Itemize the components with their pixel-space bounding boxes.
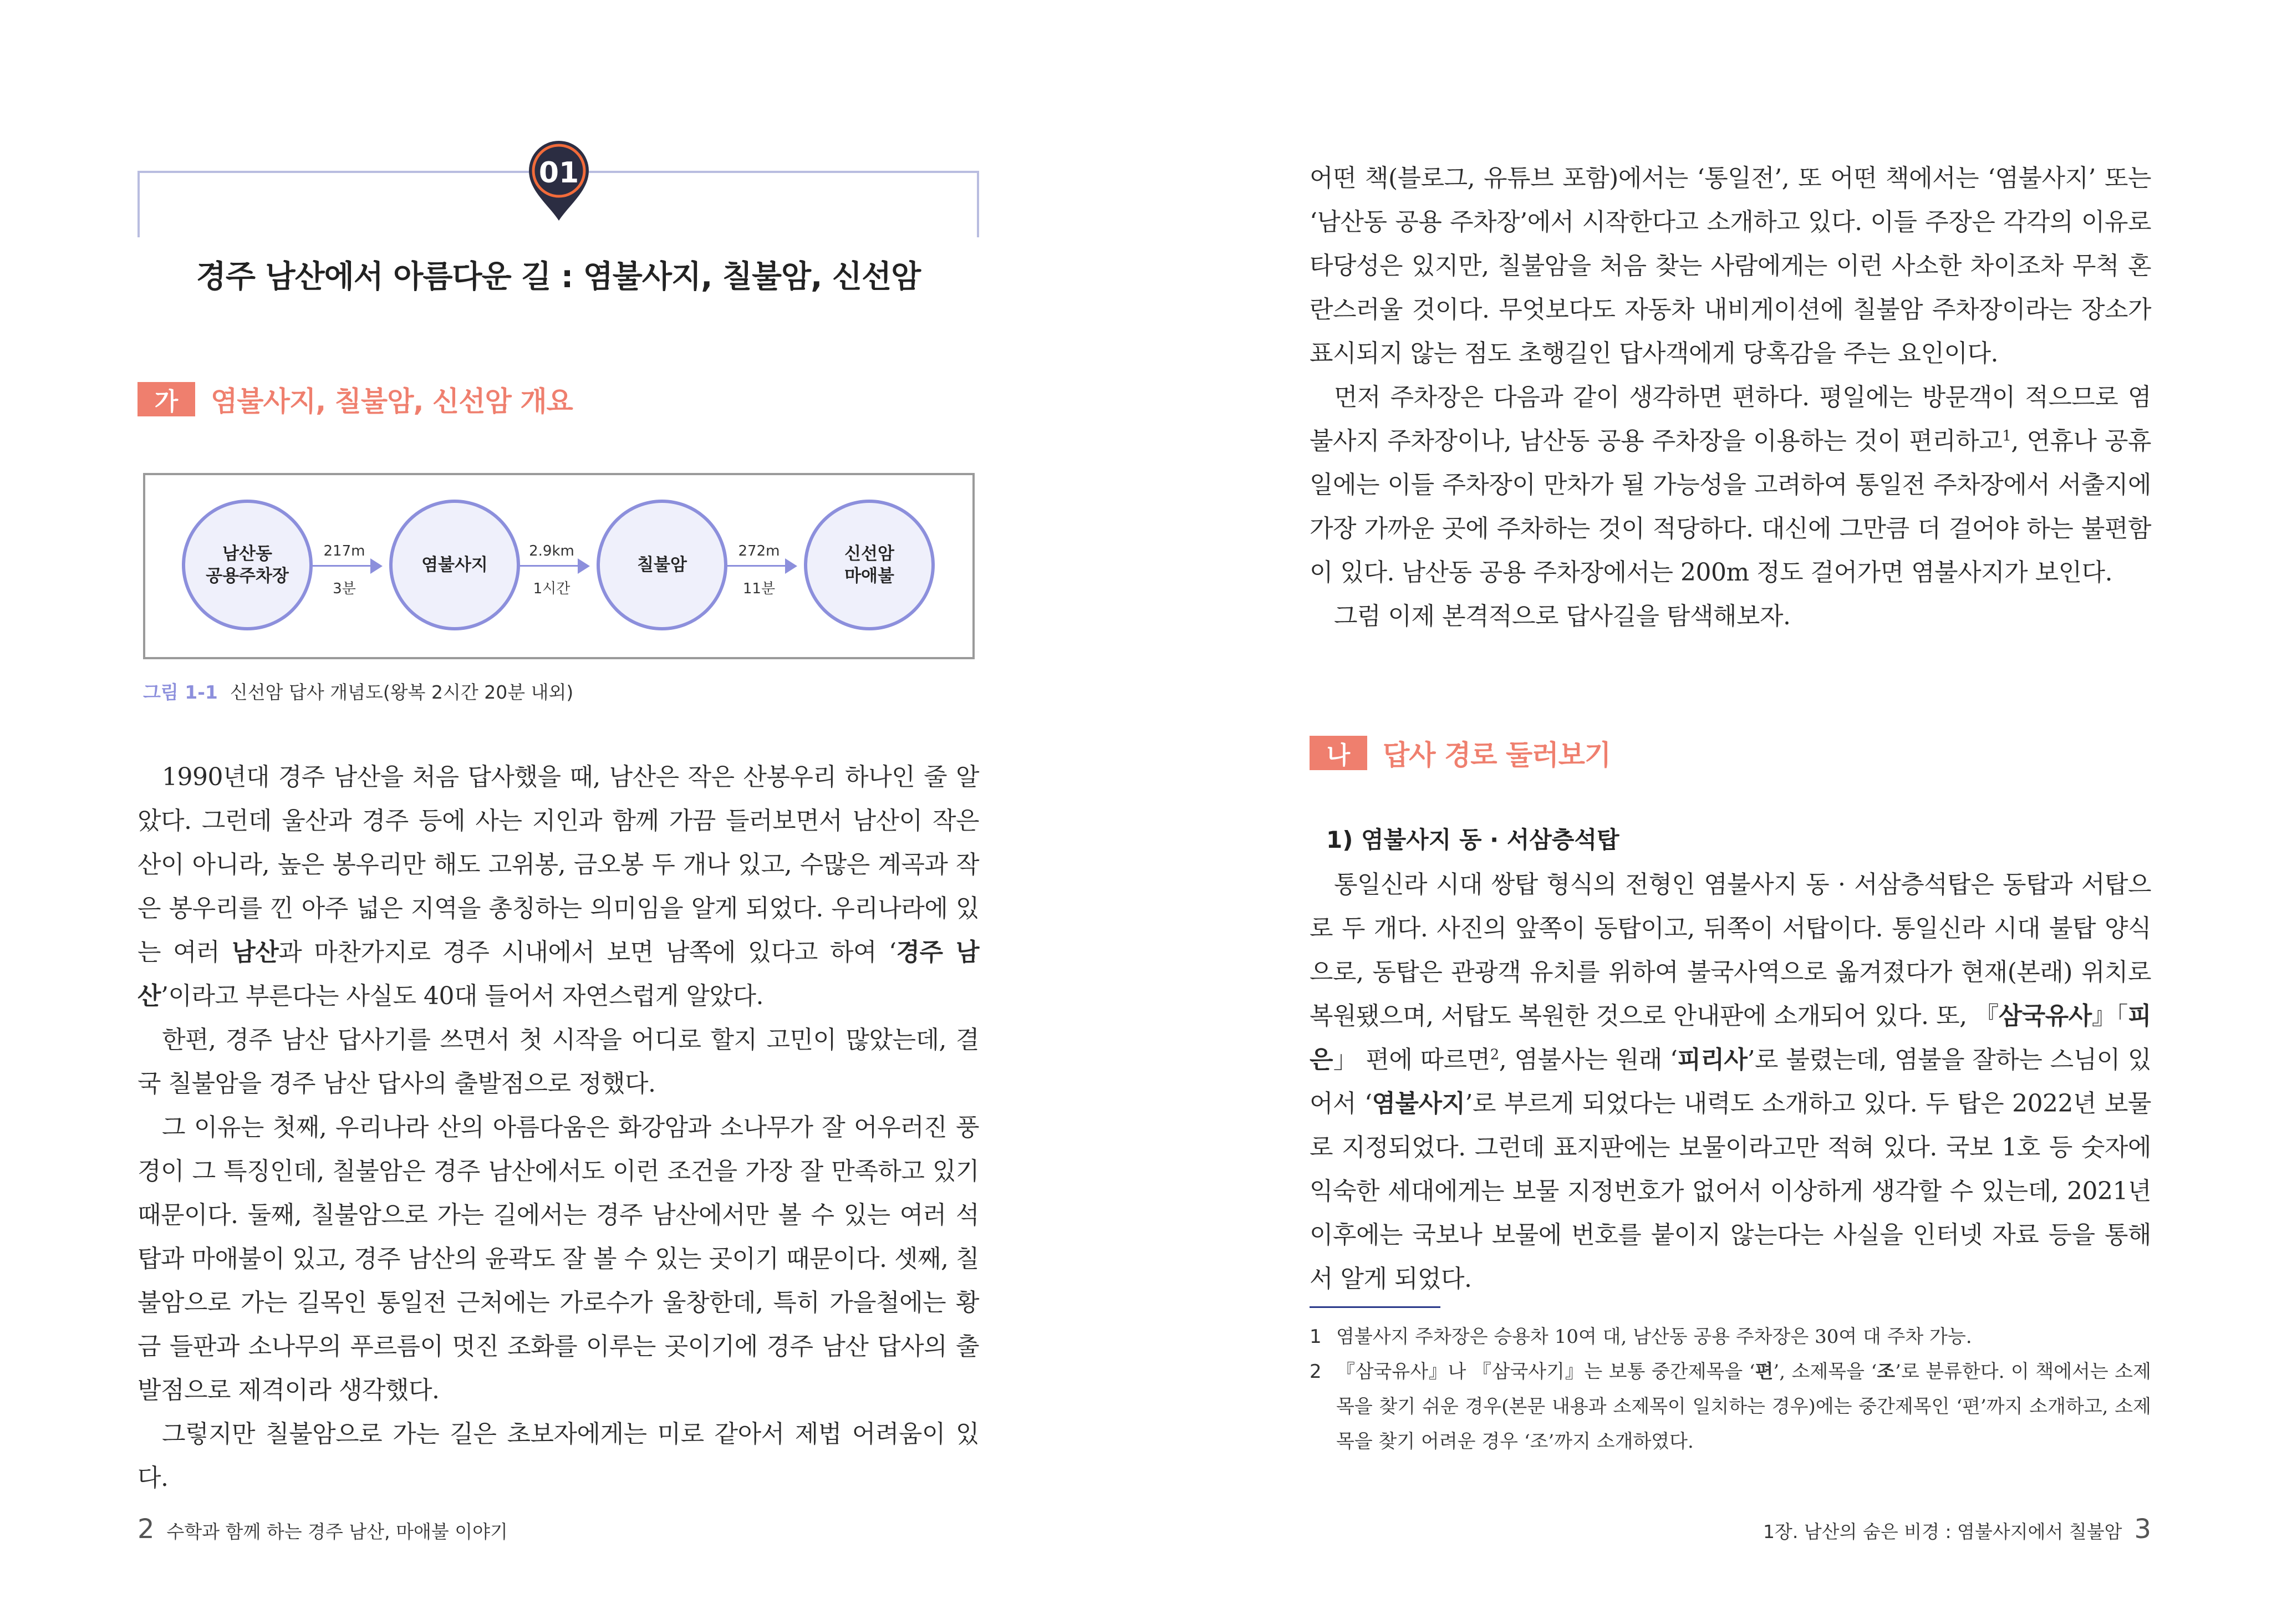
- footnotes: [1310, 1320, 2151, 1459]
- right-body-text-top: [1310, 156, 2151, 638]
- section-badge: 가: [137, 382, 195, 416]
- diagram-node: 염불사지: [389, 500, 520, 630]
- chapter-title: 경주 남산에서 아름다운 길 : 염불사지, 칠불암, 신선암: [196, 259, 921, 295]
- figure-label: 그림 1-1: [143, 681, 218, 703]
- footnote: 2 『삼국유사』나 『삼국사기』는 보통 중간제목을 ‘편’, 소제목을 ‘조’로 분류한다. 이 책에서는 소제목을 찾기 쉬운 경우(본문 내용과 소제목이 일치하는 경우)에는 중간제목인 ‘편’까지 소개하고, 소제목을 찾기 어려운 경우 ‘조’까지 소개하였다.: [1310, 1361, 2151, 1453]
- section-title: 답사 경로 둘러보기: [1383, 739, 1611, 771]
- figure-caption: [143, 678, 573, 704]
- figure-caption-text: 신선암 답사 개념도(왕복 2시간 20분 내외): [230, 681, 574, 703]
- paragraph: 그렇지만 칠불암으로 가는 길은 초보자에게는 미로 같아서 제법 어려움이 있다.: [137, 1420, 979, 1492]
- edge-distance: 2.9km: [529, 543, 574, 559]
- left-body-text: [137, 755, 979, 1500]
- route-diagram: [143, 473, 975, 659]
- diagram-arrow: [520, 565, 582, 567]
- page-number: 3: [2134, 1514, 2151, 1545]
- running-title: 수학과 함께 하는 경주 남산, 마애불 이야기: [166, 1521, 508, 1542]
- footnote-ref: 2: [1490, 1046, 1499, 1063]
- diagram-node: 신선암 마애불: [804, 500, 935, 630]
- footer-right: [1763, 1514, 2151, 1545]
- diagram-arrow: [727, 565, 789, 567]
- edge-distance: 217m: [323, 543, 365, 559]
- paragraph: 1990년대 경주 남산을 처음 답사했을 때, 남산은 작은 산봉우리 하나인 줄 알았다. 그런데 울산과 경주 등에 사는 지인과 함께 가끔 들러보면서 남산이 작은 산이 아니라, 높은 봉우리만 해도 고위봉, 금오봉 두 개나 있고, 수많은 계곡과 작은 봉우리를 낀 아주 넓은 지역을 총칭하는 의미임을 알게 되었다. 우리나라에 있는 여러 남산과 마찬가지로 경주 시내에서 보면 남쪽에 있다고 하여 ‘경주 남산’이라고 부른다는 사실도 40대 들어서 자연스럽게 알았다.: [137, 763, 979, 1010]
- arrow-head-icon: [578, 558, 590, 574]
- section-heading-na: [1310, 735, 1611, 771]
- paragraph: 한편, 경주 남산 답사기를 쓰면서 첫 시작을 어디로 할지 고민이 많았는데, 결국 칠불암을 경주 남산 답사의 출발점으로 정했다.: [137, 1026, 979, 1098]
- paragraph: 그럼 이제 본격적으로 답사길을 탐색해보자.: [1334, 602, 1791, 630]
- paragraph: 먼저 주차장은 다음과 같이 생각하면 편하다. 평일에는 방문객이 적으므로 염불사지 주차장이나, 남산동 공용 주차장을 이용하는 것이 편리하고$^1$, 연휴나 공휴일에는 이들 주차장이 만차가 될 가능성을 고려하여 통일전 주차장에서 서출지에 가장 가까운 곳에 주차하는 것이 적당하다. 대신에 그만큼 더 걸어야 하는 불편함이 있다. 남산동 공용 주차장에서는 200m 정도 걸어가면 염불사지가 보인다.: [1310, 383, 2152, 587]
- paragraph: 어떤 책(블로그, 유튜브 포함)에서는 ‘통일전’, 또 어떤 책에서는 ‘염불사지’ 또는 ‘남산동 공용 주차장’에서 시작한다고 소개하고 있다. 이들 주장은 각각의 이유로 타당성은 있지만, 칠불암을 처음 찾는 사람에게는 이런 사소한 차이조차 무척 혼란스러울 것이다. 무엇보다도 자동차 내비게이션에 칠불암 주차장이라는 장소가 표시되지 않는 점도 초행길인 답사객에게 당혹감을 주는 요인이다.: [1310, 164, 2151, 368]
- arrow-head-icon: [785, 558, 797, 574]
- subsection-heading: 1) 염불사지 동 · 서삼층석탑: [1326, 826, 1619, 853]
- running-title: 1장. 남산의 숨은 비경 : 염불사지에서 칠불암: [1763, 1521, 2122, 1542]
- edge-time: 3분: [333, 581, 356, 597]
- page-number: 2: [137, 1514, 155, 1545]
- edge-distance: 272m: [738, 543, 780, 559]
- section-badge: 나: [1310, 736, 1367, 770]
- paragraph: 그 이유는 첫째, 우리나라 산의 아름다움은 화강암과 소나무가 잘 어우러진 풍경이 그 특징인데, 칠불암은 경주 남산에서도 이런 조건을 가장 잘 만족하고 있기 때문이다. 둘째, 칠불암으로 가는 길에서는 경주 남산에서만 볼 수 있는 여러 석탑과 마애불이 있고, 경주 남산의 윤곽도 잘 볼 수 있는 곳이기 때문이다. 셋째, 칠불암으로 가는 길목인 통일전 근처에는 가로수가 울창한데, 특히 가을철에는 황금 들판과 소나무의 푸르름이 멋진 조화를 이루는 곳이기에 경주 남산 답사의 출발점으로 제격이라 생각했다.: [137, 1113, 979, 1404]
- diagram-arrow: [313, 565, 375, 567]
- paragraph: 통일신라 시대 쌍탑 형식의 전형인 염불사지 동 · 서삼층석탑은 동탑과 서탑으로 두 개다. 사진의 앞쪽이 동탑이고, 뒤쪽이 서탑이다. 통일신라 시대 불탑 양식으로, 동탑은 관광객 유치를 위하여 불국사역으로 옮겨졌다가 현재(본래) 위치로 복원됐으며, 서탑도 복원한 것으로 안내판에 소개되어 있다. 또, 『삼국유사』「피은」 편에 따르면$^2$, 염불사는 원래 ‘피리사’로 불렸는데, 염불을 잘하는 스님이 있어서 ‘염불사지’로 부르게 되었다는 내력도 소개하고 있다. 두 탑은 2022년 보물로 지정되었다. 그런데 표지판에는 보물이라고만 적혀 있다. 국보 1호 등 숫자에 익숙한 세대에게는 보물 지정번호가 없어서 이상하게 생각할 수 있는데, 2021년 이후에는 국보나 보물에 번호를 붙이지 않는다는 사실을 인터넷 자료 등을 통해서 알게 되었다.: [1310, 870, 2152, 1293]
- section-heading-ga: [137, 381, 573, 417]
- arrow-head-icon: [370, 558, 383, 574]
- section-title: 염불사지, 칠불암, 신선암 개요: [211, 385, 573, 418]
- footnote-divider: [1310, 1306, 1440, 1308]
- edge-time: 11분: [742, 581, 776, 597]
- diagram-node: 남산동 공용주차장: [182, 500, 313, 630]
- footnote-ref: 1: [2002, 427, 2011, 445]
- footer-left: [137, 1514, 508, 1545]
- chapter-number: 01: [538, 156, 579, 190]
- diagram-node: 칠불암: [597, 500, 727, 630]
- right-body-text-bottom: [1310, 863, 2151, 1301]
- footnote: 1 염불사지 주차장은 승용차 10여 대, 남산동 공용 주차장은 30여 대 주차 가능.: [1310, 1326, 1972, 1348]
- edge-time: 1시간: [533, 581, 570, 597]
